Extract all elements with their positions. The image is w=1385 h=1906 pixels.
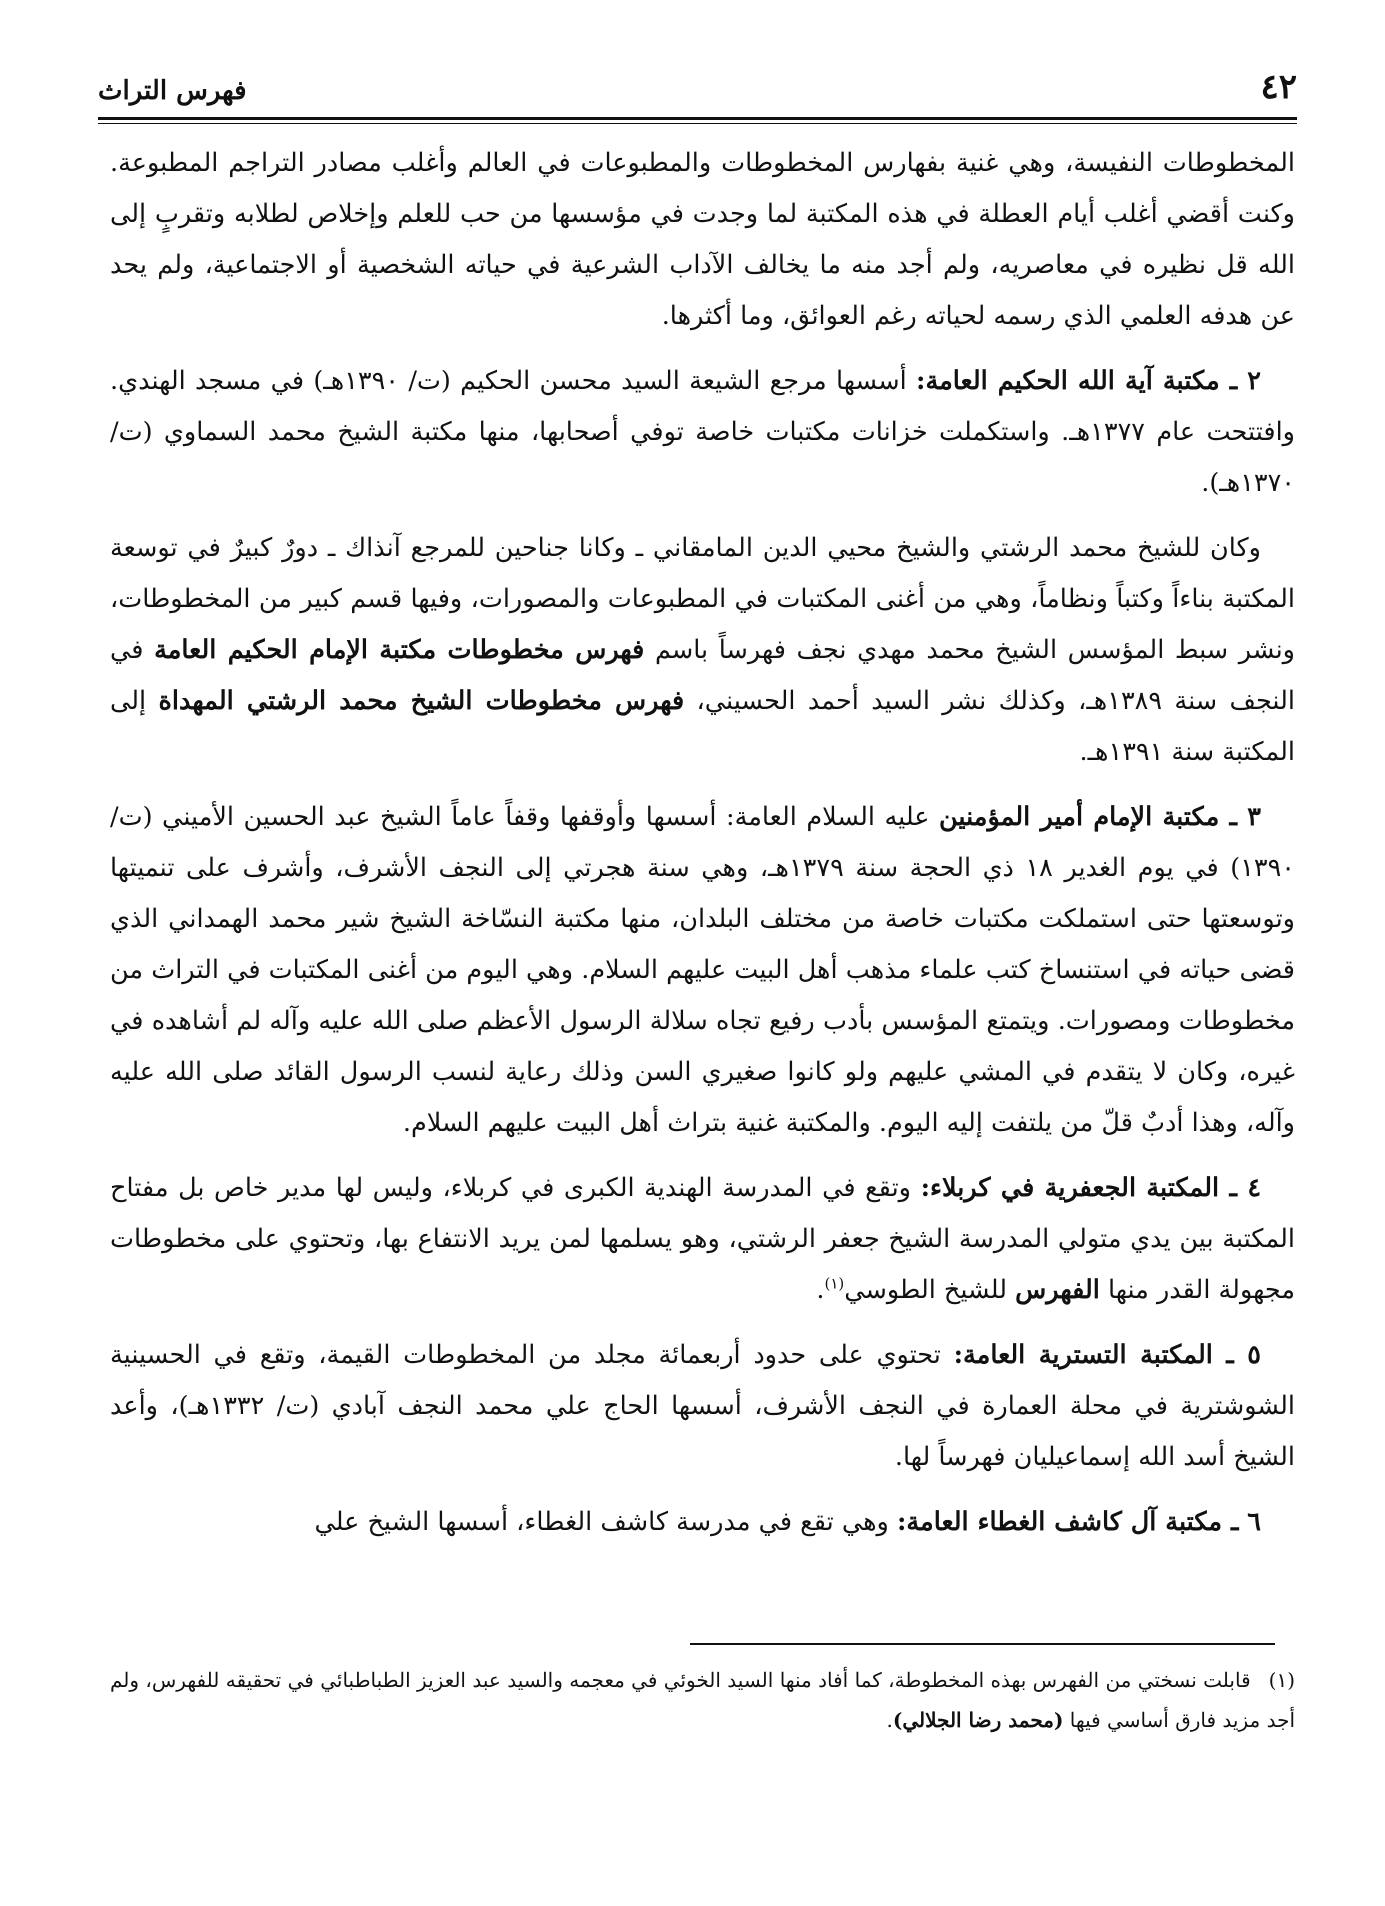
body-text (110, 138, 1295, 1562)
paragraph-1-text: المخطوطات النفيسة، وهي غنية بفهارس المخطوطات والمطبوعات في العالم وأغلب مصادر التراجم المطبوعة. وكنت أقضي أغلب أيام العطلة في هذه المكتبة لما وجدت في مؤسسها من حب للعلم وإخلاص لطلابه وتقربٍ إلى الله قل نظيره في معاصريه، ولم أجد منه ما يخالف الآداب الشرعية في حياته الشخصية أو الاجتماعية، ولم يحد عن هدفه العلمي الذي رسمه لحياته رغم العوائق، وما أكثرها. (110, 148, 1295, 331)
section-heading-6: ٦ ـ مكتبة آل كاشف الغطاء العامة: (896, 1507, 1261, 1537)
paragraph-1 (110, 138, 1295, 342)
catalog-title-hakim: فهرس مخطوطات مكتبة الإمام الحكيم العامة (154, 635, 645, 665)
paragraph-5-text-c: للشيخ الطوسي (844, 1275, 1016, 1305)
running-title: فهرس التراث (98, 76, 247, 106)
section-heading-4: ٤ ـ المكتبة الجعفرية في كربلاء: (920, 1173, 1262, 1203)
paragraph-6-text: تحتوي على حدود أربعمائة مجلد من المخطوطات القيمة، وتقع في الحسينية الشوشترية في محلة العمارة في النجف الأشرف، أسسها الحاج علي محمد النجف آبادي (ت/ ١٣٣٢هـ)، وأعد الشيخ أسد الله إسماعيليان فهرساً لها. (110, 1340, 1295, 1472)
paragraph-kashif-library (110, 1497, 1295, 1548)
page-number: ٤٢ (1260, 67, 1297, 107)
footnote-end: . (886, 1708, 893, 1732)
paragraph-4-text: عليه السلام العامة: أسسها وأوقفها وقفاً عاماً الشيخ عبد الحسين الأميني (ت/ ١٣٩٠) في يوم الغدير ١٨ ذي الحجة سنة ١٣٧٩هـ، وهي سنة هجرتي إلى النجف الأشرف، وأشرف على تنميتها وتوسعتها حتى استملكت مكتبات خاصة من مختلف البلدان، منها مكتبة النسّاخة الشيخ شير محمد الهمداني الذي قضى حياته في استنساخ كتب علماء مذهب أهل البيت عليهم السلام. وهي اليوم من أغنى المكتبات في التراث من مخطوطات ومصورات. ويتمتع المؤسس بأدب رفيع تجاه سلالة الرسول الأعظم صلى الله عليه وآله لم أشاهده في غيره، وكان لا يتقدم في المشي عليهم ولو كانوا صغيري السن وذلك رعاية لنسب الرسول القائد صلى الله عليه وآله، وهذا أدبٌ قلّ من يلتفت إليه اليوم. والمكتبة غنية بتراث أهل البيت عليهم السلام. (110, 802, 1295, 1138)
footnote-marker: (١) (1268, 1668, 1295, 1692)
paragraph-hakim-library (110, 356, 1295, 509)
section-heading-2: ٢ ـ مكتبة آية الله الحكيم العامة: (916, 366, 1261, 396)
paragraph-5-end: . (816, 1275, 825, 1305)
paragraph-tustariya-library (110, 1330, 1295, 1483)
paragraph-2-text: أسسها مرجع الشيعة السيد محسن الحكيم (ت/ ١٣٩٠هـ) في مسجد الهندي. وافتتحت عام ١٣٧٧هـ. واستكملت خزانات مكتبات خاصة توفي أصحابها، منها مكتبة الشيخ محمد السماوي (ت/ ١٣٧٠هـ). (110, 366, 1295, 498)
footnote-rule (690, 1643, 1275, 1645)
footnote (110, 1660, 1295, 1740)
section-heading-3: ٣ ـ مكتبة الإمام أمير المؤمنين (939, 802, 1261, 832)
section-heading-5: ٥ ـ المكتبة التسترية العامة: (953, 1340, 1261, 1370)
paragraph-3-text-c: في النجف سنة ١٣٨٩هـ، وكذلك نشر السيد أحمد الحسيني، (110, 635, 1295, 716)
paragraph-amir-library (110, 792, 1295, 1149)
paragraph-3-text-d: إلى المكتبة سنة ١٣٩١هـ. (110, 686, 1295, 767)
header-rule (98, 117, 1297, 124)
footnote-reference[interactable]: (١) (824, 1274, 845, 1293)
catalog-title-rashti: فهرس مخطوطات الشيخ محمد الرشتي المهداة (158, 686, 685, 716)
paragraph-3-text-a: وكان للشيخ محمد الرشتي والشيخ محيي الدين المامقاني ـ وكانا جناحين للمرجع آنذاك ـ دورٌ كبيرٌ في توسعة المكتبة بناءاً وكتباً ونظاماً، وهي من أغنى المكتبات في المطبوعات والمصورات، وفيها قسم كبير من المخطوطات، ونشر سبط المؤسس الشيخ محمد مهدي نجف فهرساً باسم (110, 533, 1295, 665)
footnote-signature: (محمد رضا الجلالي) (892, 1708, 1064, 1732)
paragraph-7-text: وهي تقع في مدرسة كاشف الغطاء، أسسها الشيخ علي (314, 1507, 897, 1537)
footnote-text: قابلت نسختي من الفهرس بهذه المخطوطة، كما أفاد منها السيد الخوئي في معجمه والسيد عبد العزيز الطباطبائي في تحقيقه للفهرس، ولم أجد مزيد فارق أساسي فيها (110, 1668, 1295, 1732)
paragraph-jafariya-library (110, 1163, 1295, 1316)
paragraph-hakim-expansion (110, 523, 1295, 778)
book-title-fihrist: الفهرس (1015, 1275, 1100, 1305)
page-header (98, 66, 1297, 116)
paragraph-5-text-a: وتقع في المدرسة الهندية الكبرى في كربلاء، وليس لها مدير خاص بل مفتاح المكتبة بين يدي متولي المدرسة الشيخ جعفر الرشتي، وهو يسلمها لمن يريد الانتفاع بها، وتحتوي على مخطوطات مجهولة القدر منها (110, 1173, 1295, 1305)
